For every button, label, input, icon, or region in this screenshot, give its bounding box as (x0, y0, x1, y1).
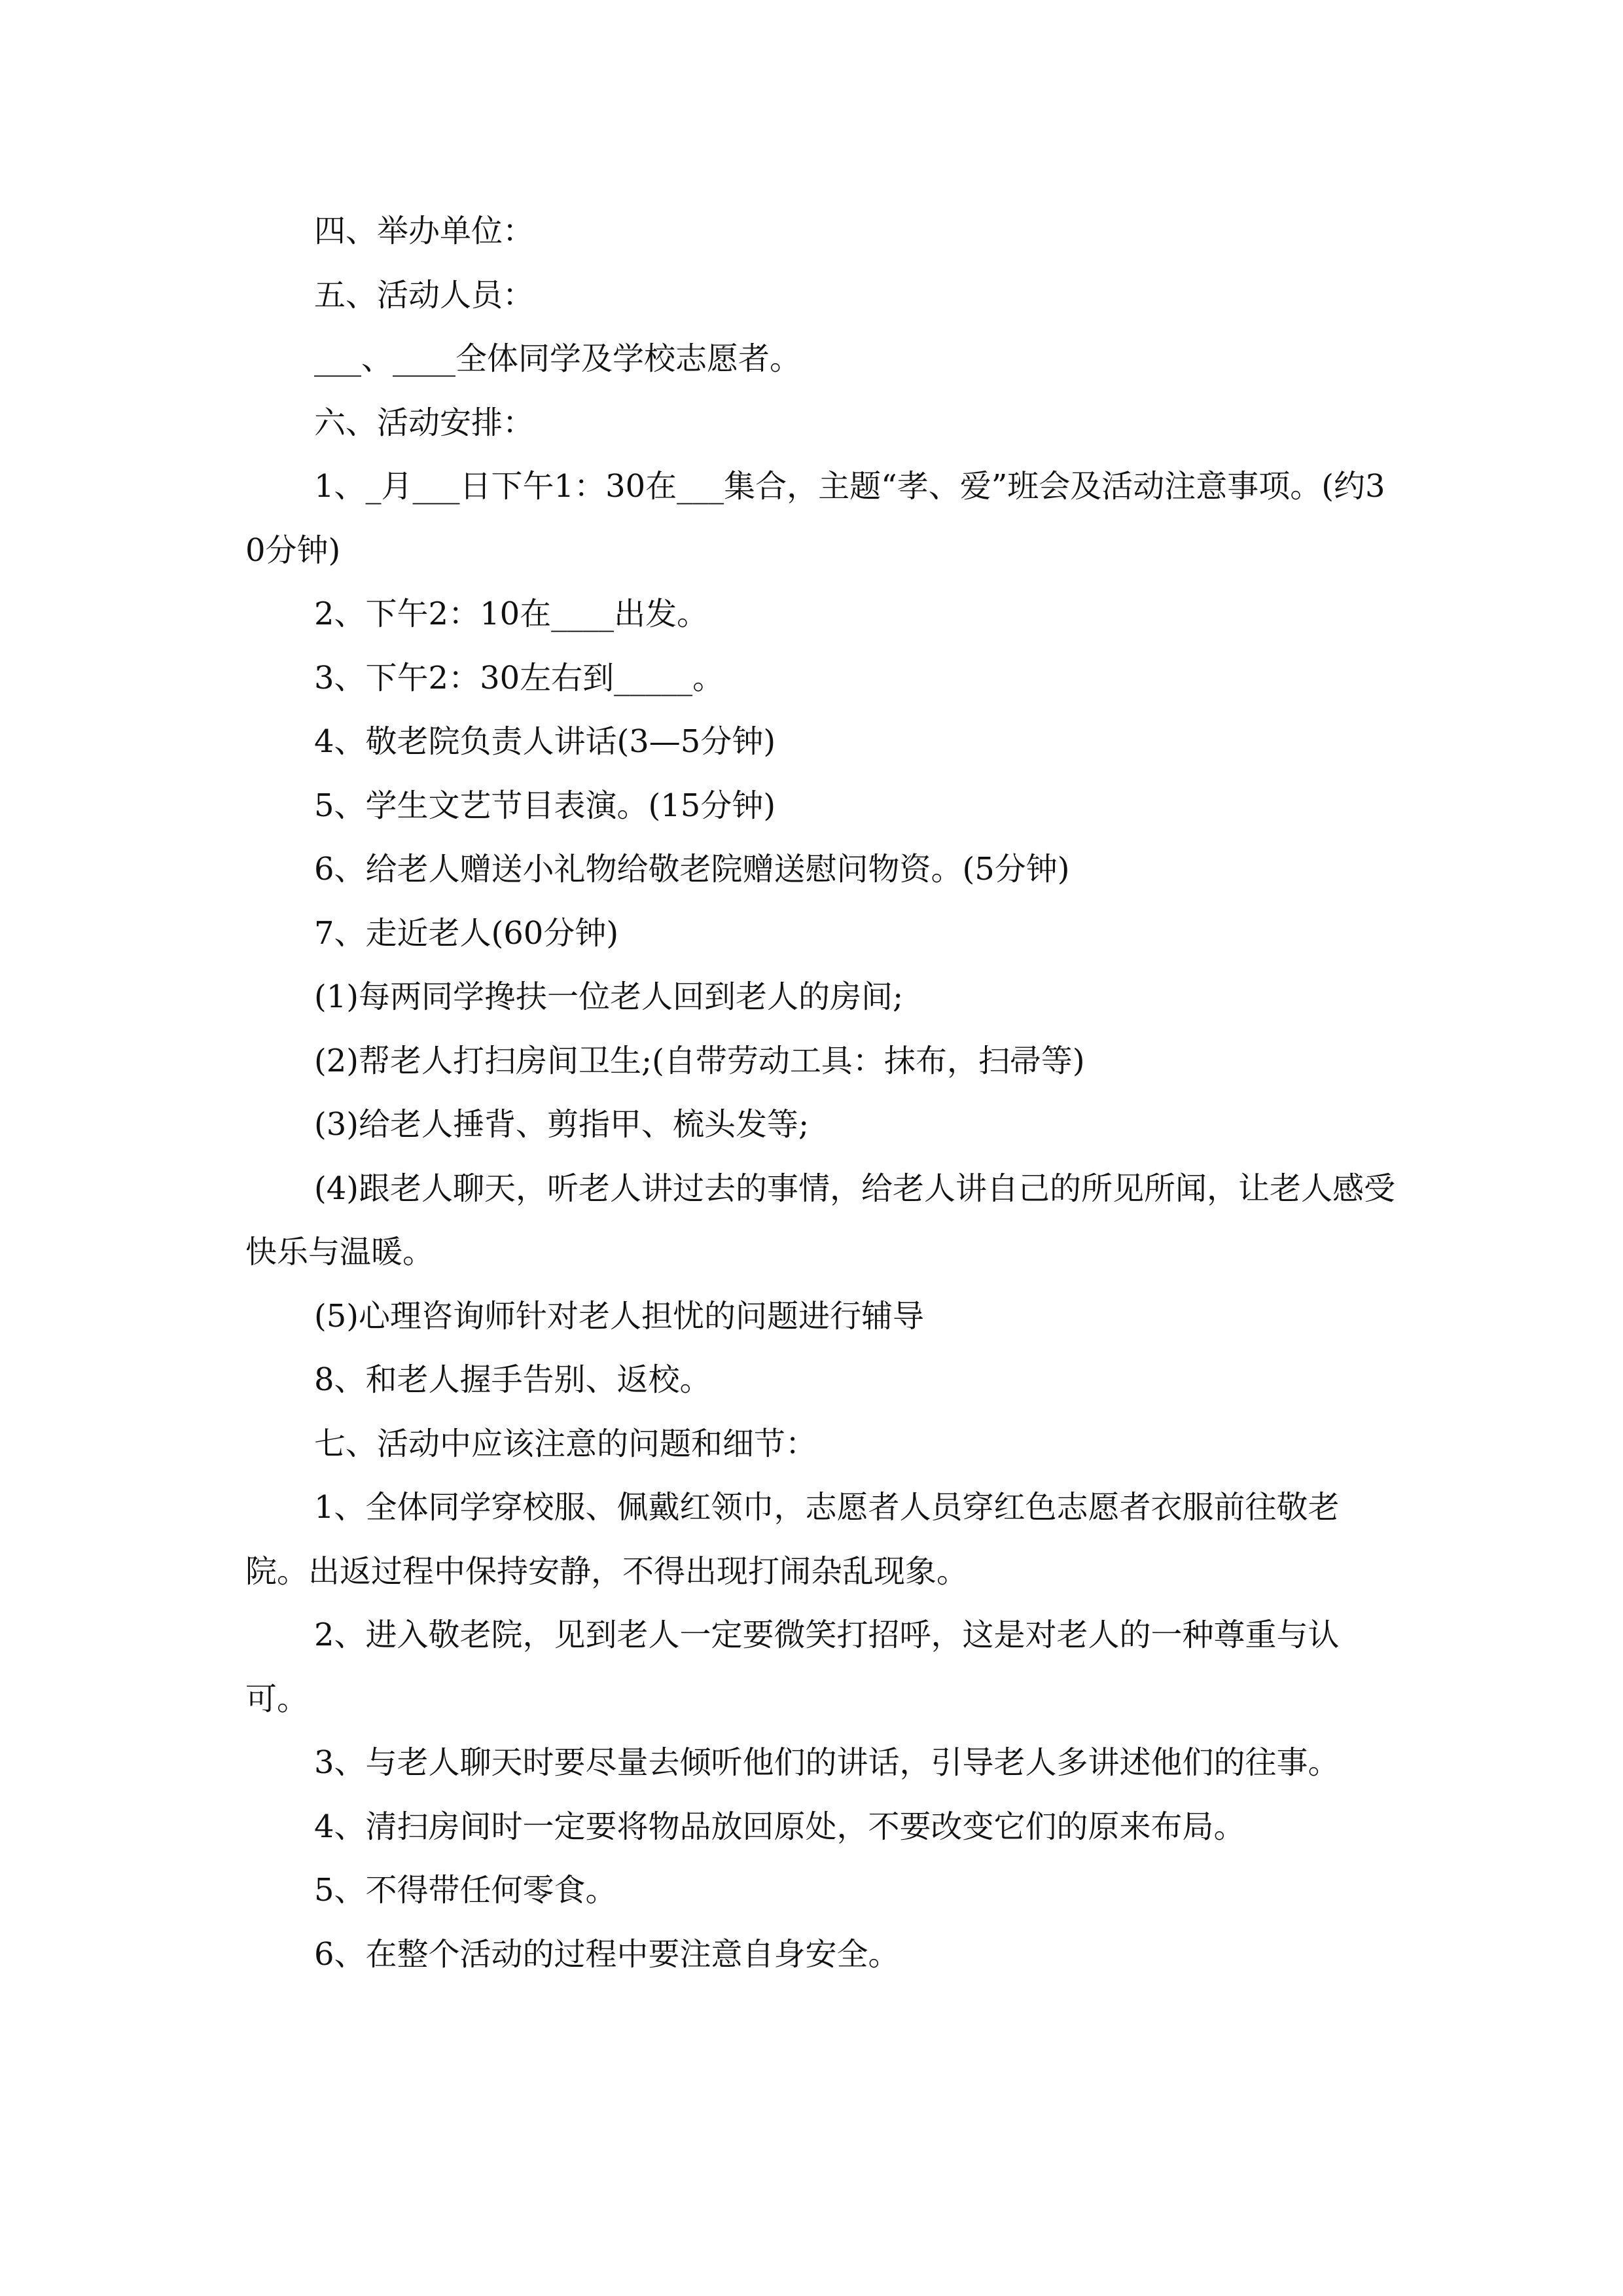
note-item-4: 4、清扫房间时一定要将物品放回原处，不要改变它们的原来布局。 (314, 1808, 1245, 1845)
heading-schedule: 六、活动安排： (314, 404, 535, 441)
heading-organizer: 四、举办单位： (314, 213, 535, 249)
note-item-5: 5、不得带任何零食。 (314, 1872, 617, 1909)
note-item-3: 3、与老人聊天时要尽量去倾听他们的讲话，引导老人多讲述他们的往事。 (314, 1744, 1340, 1781)
sub-item-5: (5)心理咨询师针对老人担忧的问题进行辅导 (314, 1297, 924, 1335)
sub-item-3: (3)给老人捶背、剪指甲、梳头发等; (314, 1106, 810, 1143)
sub-item-4: (4)跟老人聊天，听老人讲过去的事情，给老人讲自己的所见所闻，让老人感受快乐与温暖。 (245, 1170, 1395, 1270)
schedule-item-7: 7、走近老人(60分钟) (314, 914, 619, 952)
heading-notes: 七、活动中应该注意的问题和细节： (314, 1425, 817, 1462)
schedule-item-6: 6、给老人赠送小礼物给敬老院赠送慰问物资。(5分钟) (314, 851, 1070, 888)
schedule-item-5: 5、学生文艺节目表演。(15分钟) (314, 787, 776, 824)
schedule-item-8: 8、和老人握手告别、返校。 (314, 1361, 711, 1398)
document-body (245, 200, 1397, 1986)
participants-text: ___、____全体同学及学校志愿者。 (314, 340, 802, 377)
schedule-item-3: 3、下午2：30左右到_____。 (314, 659, 724, 696)
note-item-1: 1、全体同学穿校服、佩戴红领巾，志愿者人员穿红色志愿者衣服前往敬老院。出返过程中保持安静，不得出现打闹杂乱现象。 (245, 1489, 1340, 1590)
sub-item-1: (1)每两同学搀扶一位老人回到老人的房间; (314, 978, 904, 1015)
sub-item-2: (2)帮老人打扫房间卫生;(自带劳动工具：抹布，扫帚等) (314, 1042, 1085, 1079)
note-item-6: 6、在整个活动的过程中要注意自身安全。 (314, 1935, 900, 1973)
schedule-item-1: 1、_月___日下午1：30在___集合，主题“孝、爱”班会及活动注意事项。(约30分钟) (245, 468, 1385, 569)
heading-participants: 五、活动人员： (314, 276, 535, 314)
schedule-item-4: 4、敬老院负责人讲话(3—5分钟) (314, 723, 776, 760)
schedule-item-2: 2、下午2：10在____出发。 (314, 596, 709, 632)
note-item-2: 2、进入敬老院，见到老人一定要微笑打招呼，这是对老人的一种尊重与认可。 (245, 1617, 1340, 1717)
